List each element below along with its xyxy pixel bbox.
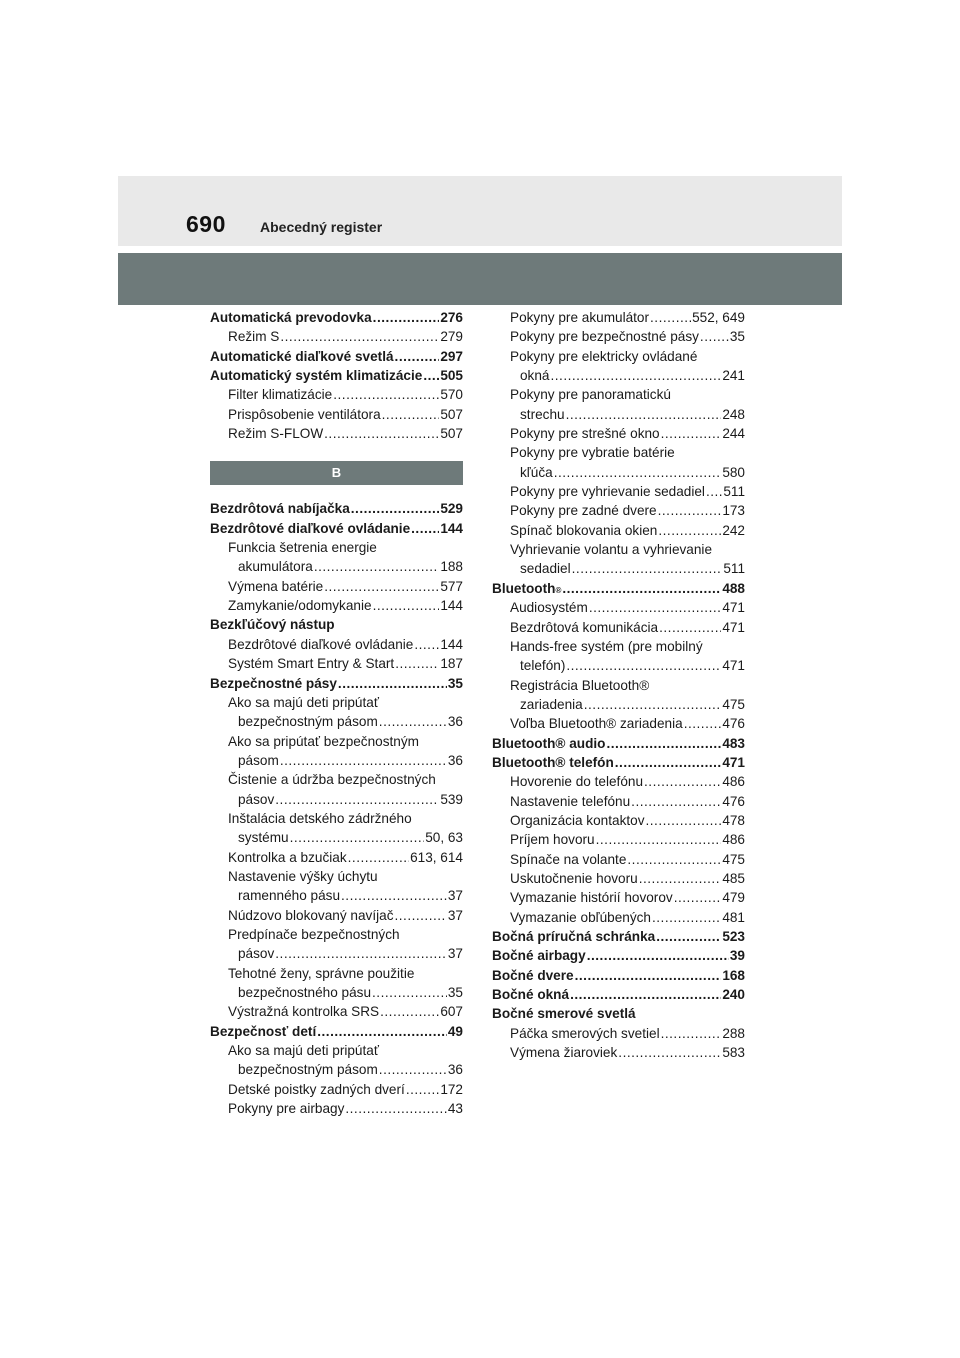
dot-leader bbox=[372, 983, 447, 1002]
entry-text-first-line: Ako sa majú deti pripútať bbox=[228, 694, 379, 710]
dot-leader bbox=[317, 1022, 447, 1041]
entry-page-number: 486 bbox=[722, 774, 745, 790]
index-subentry bbox=[210, 538, 463, 577]
dot-leader bbox=[658, 521, 721, 540]
index-subentry bbox=[492, 618, 745, 637]
dot-leader bbox=[333, 385, 439, 404]
entry-page-number: 188 bbox=[440, 559, 463, 575]
entry-page-number: 43 bbox=[447, 1101, 463, 1117]
entry-text: Systém Smart Entry & Start bbox=[228, 656, 395, 672]
entry-text: Voľba Bluetooth® zariadenia bbox=[510, 716, 683, 732]
entry-text-first-line: Inštalácia detského zádržného bbox=[228, 810, 412, 826]
dot-leader bbox=[380, 1002, 439, 1021]
dot-leader bbox=[341, 886, 447, 905]
dot-leader bbox=[650, 308, 691, 327]
index-entry bbox=[210, 1022, 463, 1041]
entry-page-number: 485 bbox=[722, 870, 745, 886]
entry-page-number: 552, 649 bbox=[692, 310, 745, 325]
index-subentry bbox=[492, 637, 745, 676]
entry-page-number: 583 bbox=[722, 1045, 745, 1061]
dot-leader bbox=[338, 674, 447, 693]
entry-text: Pokyny pre akumulátor bbox=[510, 310, 650, 325]
entry-page-number: 144 bbox=[440, 520, 463, 536]
index-entry bbox=[492, 966, 745, 985]
index-entry bbox=[210, 347, 463, 366]
entry-page-number: 523 bbox=[722, 929, 745, 944]
dot-leader bbox=[382, 405, 440, 424]
dot-leader bbox=[566, 656, 721, 675]
index-subentry bbox=[210, 327, 463, 346]
dot-leader bbox=[348, 848, 409, 867]
dot-leader bbox=[639, 869, 722, 888]
entry-page-number: 276 bbox=[440, 310, 463, 325]
entry-page-number: 36 bbox=[447, 714, 463, 730]
entry-text: Organizácia kontaktov bbox=[510, 812, 645, 828]
entry-page-number: 144 bbox=[440, 636, 463, 652]
dot-leader bbox=[661, 1024, 722, 1043]
index-subentry bbox=[492, 424, 745, 443]
header-accent-bar bbox=[118, 253, 842, 305]
entry-text: Núdzovo blokovaný navíjač bbox=[228, 907, 394, 923]
index-entry bbox=[492, 927, 745, 946]
entry-text: Prispôsobenie ventilátora bbox=[228, 406, 381, 422]
entry-page-number: 486 bbox=[722, 832, 745, 848]
index-subentry bbox=[210, 1080, 463, 1099]
dot-leader bbox=[280, 751, 447, 770]
dot-leader bbox=[618, 1043, 721, 1062]
index-subentry bbox=[492, 482, 745, 501]
dot-leader bbox=[596, 830, 722, 849]
dot-leader bbox=[423, 366, 439, 385]
index-entry bbox=[492, 734, 745, 753]
index-subentry bbox=[210, 732, 463, 771]
entry-text: Pokyny pre airbagy bbox=[228, 1101, 345, 1117]
dot-leader bbox=[644, 772, 721, 791]
entry-text: Bezpečnosť detí bbox=[210, 1023, 317, 1039]
index-subentry bbox=[210, 848, 463, 867]
dot-leader bbox=[700, 327, 729, 346]
dot-leader bbox=[550, 366, 721, 385]
index-subentry bbox=[210, 635, 463, 654]
index-subentry bbox=[210, 770, 463, 809]
index-entry bbox=[492, 753, 745, 772]
dot-leader bbox=[684, 714, 722, 733]
index-subentry bbox=[210, 867, 463, 906]
entry-page-number: 507 bbox=[440, 426, 463, 442]
index-entry bbox=[210, 499, 463, 518]
dot-leader bbox=[646, 811, 722, 830]
index-subentry bbox=[210, 1099, 463, 1118]
entry-text: Bezdrôtová komunikácia bbox=[510, 619, 659, 635]
dot-leader bbox=[674, 888, 722, 907]
entry-text-first-line: Pokyny pre elektricky ovládané bbox=[510, 348, 698, 364]
entry-page-number: 475 bbox=[722, 851, 745, 867]
index-subentry bbox=[210, 809, 463, 848]
index-subentry bbox=[210, 1041, 463, 1080]
entry-text-first-line: Funkcia šetrenia energie bbox=[228, 540, 377, 556]
entry-text: Príjem hovoru bbox=[510, 832, 595, 848]
dot-leader bbox=[414, 635, 439, 654]
index-entry bbox=[210, 366, 463, 385]
entry-text: pásom bbox=[238, 752, 279, 768]
entry-page-number: 35 bbox=[729, 329, 745, 345]
index-subentry bbox=[492, 385, 745, 424]
entry-text: Režim S-FLOW bbox=[228, 426, 324, 442]
entry-text: Výstražná kontrolka SRS bbox=[228, 1004, 380, 1020]
entry-text: Vymazanie obľúbených bbox=[510, 909, 651, 925]
index-subentry bbox=[210, 925, 463, 964]
dot-leader bbox=[572, 559, 723, 578]
entry-page-number: 168 bbox=[722, 967, 745, 983]
entry-text: Bezdrôtové diaľkové ovládanie bbox=[210, 520, 411, 536]
dot-leader bbox=[280, 327, 439, 346]
index-subentry bbox=[492, 772, 745, 791]
index-subentry bbox=[210, 577, 463, 596]
entry-text: Výmena žiaroviek bbox=[510, 1045, 618, 1061]
dot-leader bbox=[615, 753, 722, 772]
entry-text: Bočné okná bbox=[492, 987, 570, 1003]
entry-page-number: 248 bbox=[722, 406, 745, 422]
dot-leader bbox=[661, 424, 722, 443]
index-subentry bbox=[492, 811, 745, 830]
entry-text: Bluetooth® telefón bbox=[492, 754, 614, 770]
entry-text-first-line: Pokyny pre vybratie batérie bbox=[510, 445, 675, 461]
dot-leader bbox=[658, 501, 722, 520]
dot-leader bbox=[587, 946, 729, 965]
entry-page-number: 539 bbox=[440, 791, 463, 807]
page-number: 690 bbox=[186, 211, 226, 237]
entry-text-first-line: Tehotné ženy, správne použitie bbox=[228, 965, 415, 981]
index-subentry bbox=[492, 521, 745, 540]
index-subentry bbox=[492, 676, 745, 715]
entry-text: Automatický systém klimatizácie bbox=[210, 368, 423, 384]
entry-page-number: 172 bbox=[440, 1081, 463, 1097]
entry-text: zariadenia bbox=[520, 696, 583, 712]
entry-text: Bezpečnostné pásy bbox=[210, 675, 337, 691]
index-subentry bbox=[210, 654, 463, 673]
index-subentry bbox=[210, 906, 463, 925]
entry-text: strechu bbox=[520, 406, 565, 422]
entry-page-number: 279 bbox=[440, 329, 463, 345]
index-entry bbox=[210, 519, 463, 538]
dot-leader bbox=[706, 482, 722, 501]
dot-leader bbox=[566, 405, 722, 424]
index-subentry bbox=[492, 327, 745, 346]
entry-page-number: 507 bbox=[440, 406, 463, 422]
entry-text: Bezdrôtové diaľkové ovládanie bbox=[228, 636, 414, 652]
entry-text: Spínač blokovania okien bbox=[510, 522, 658, 538]
entry-page-number: 240 bbox=[722, 987, 745, 1003]
dot-leader bbox=[379, 1060, 447, 1079]
index-subentry bbox=[210, 385, 463, 404]
entry-text: Audiosystém bbox=[510, 600, 588, 616]
entry-text: Bočné dvere bbox=[492, 967, 574, 983]
entry-page-number: 481 bbox=[722, 909, 745, 925]
index-subentry bbox=[492, 850, 745, 869]
entry-text: systému bbox=[238, 830, 289, 846]
entry-text: Pokyny pre strešné okno bbox=[510, 426, 660, 442]
entry-text: Detské poistky zadných dverí bbox=[228, 1081, 405, 1097]
entry-page-number: 580 bbox=[722, 464, 745, 480]
dot-leader bbox=[584, 695, 722, 714]
entry-text: bezpečnostným pásom bbox=[238, 1062, 378, 1078]
entry-page-number: 35 bbox=[447, 985, 463, 1000]
entry-text-first-line: Registrácia Bluetooth® bbox=[510, 677, 650, 693]
entry-page-number: 471 bbox=[722, 600, 745, 616]
entry-page-number: 50, 63 bbox=[425, 830, 463, 846]
index-subentry bbox=[492, 888, 745, 907]
entry-page-number: 144 bbox=[440, 598, 463, 614]
entry-page-number: 37 bbox=[447, 907, 463, 923]
entry-text: Spínače na volante bbox=[510, 851, 627, 867]
entry-page-number: 37 bbox=[447, 888, 463, 904]
header-top-band bbox=[118, 176, 842, 246]
entry-text: bezpečnostným pásom bbox=[238, 714, 378, 730]
entry-text: Pokyny pre bezpečnostné pásy bbox=[510, 329, 699, 345]
entry-text: Nastavenie telefónu bbox=[510, 793, 631, 809]
entry-text: Filter klimatizácie bbox=[228, 387, 333, 403]
entry-page-number: 476 bbox=[722, 716, 745, 732]
dot-leader bbox=[606, 734, 721, 753]
index-subentry bbox=[492, 308, 745, 327]
entry-text-first-line: Predpínače bezpečnostných bbox=[228, 926, 400, 942]
entry-text: kľúča bbox=[520, 464, 553, 480]
dot-leader bbox=[395, 347, 440, 366]
entry-text: akumulátora bbox=[238, 559, 313, 575]
entry-text: Páčka smerových svetiel bbox=[510, 1025, 660, 1041]
entry-text: ramenného pásu bbox=[238, 888, 341, 904]
entry-page-number: 476 bbox=[722, 793, 745, 809]
entry-text: Pokyny pre vyhrievanie sedadiel bbox=[510, 484, 705, 500]
entry-text-first-line: Hands-free systém (pre mobilný bbox=[510, 638, 703, 654]
entry-text-first-line: Nastavenie výšky úchytu bbox=[228, 868, 378, 884]
dot-leader bbox=[406, 1080, 440, 1099]
entry-page-number: 478 bbox=[722, 812, 745, 828]
entry-page-number: 36 bbox=[447, 752, 463, 768]
entry-page-number: 488 bbox=[722, 580, 745, 596]
entry-text: pásov bbox=[238, 946, 275, 962]
index-letter-heading: B bbox=[210, 461, 463, 485]
entry-text: Automatická prevodovka bbox=[210, 310, 372, 325]
dot-leader bbox=[290, 828, 425, 847]
dot-leader bbox=[324, 424, 439, 443]
dot-leader bbox=[575, 966, 722, 985]
index-entry bbox=[210, 615, 463, 634]
index-entry bbox=[492, 946, 745, 965]
index-subentry bbox=[492, 908, 745, 927]
dot-leader bbox=[324, 577, 439, 596]
entry-page-number: 570 bbox=[440, 387, 463, 403]
entry-text: Bočná príručná schránka bbox=[492, 929, 656, 944]
entry-text: Výmena batérie bbox=[228, 578, 324, 594]
entry-text: Automatické diaľkové svetlá bbox=[210, 348, 394, 364]
dot-leader bbox=[373, 308, 440, 327]
index-subentry bbox=[210, 964, 463, 1003]
dot-leader bbox=[314, 557, 440, 576]
index-entry: Bluetooth ® ..... 488 bbox=[492, 579, 745, 598]
entry-page-number: 187 bbox=[440, 656, 463, 672]
dot-leader bbox=[554, 463, 722, 482]
index-subentry bbox=[492, 1043, 745, 1062]
entry-text: Bezdrôtová nabíjačka bbox=[210, 501, 350, 517]
entry-text: telefón) bbox=[520, 658, 566, 674]
entry-page-number: 471 bbox=[722, 754, 745, 770]
entry-text: sedadiel bbox=[520, 561, 571, 577]
dot-leader bbox=[570, 985, 721, 1004]
dot-leader bbox=[351, 499, 440, 518]
entry-page-number: 511 bbox=[723, 484, 745, 500]
dot-leader bbox=[275, 944, 447, 963]
index-subentry bbox=[210, 424, 463, 443]
dot-leader bbox=[345, 1099, 447, 1118]
entry-text: Bočné smerové svetlá bbox=[492, 1006, 636, 1022]
dot-leader bbox=[656, 927, 721, 946]
dot-leader bbox=[373, 596, 440, 615]
index-entry bbox=[492, 1004, 745, 1023]
entry-page-number: 39 bbox=[729, 948, 745, 964]
index-subentry bbox=[492, 347, 745, 386]
dot-leader bbox=[411, 519, 439, 538]
index-subentry bbox=[210, 693, 463, 732]
index-subentry bbox=[492, 869, 745, 888]
entry-text: Bočné airbagy bbox=[492, 948, 586, 964]
entry-text: Režim S bbox=[228, 329, 280, 345]
index-subentry bbox=[210, 405, 463, 424]
entry-page-number: 49 bbox=[447, 1023, 463, 1039]
index-subentry bbox=[492, 792, 745, 811]
entry-text: Kontrolka a bzučiak bbox=[228, 849, 347, 865]
index-subentry bbox=[492, 501, 745, 520]
index-subentry bbox=[492, 830, 745, 849]
entry-page-number: 37 bbox=[447, 946, 463, 962]
entry-page-number: 241 bbox=[722, 368, 745, 384]
entry-text: Vymazanie histórií hovorov bbox=[510, 890, 673, 906]
entry-page-number: 613, 614 bbox=[410, 849, 463, 865]
entry-page-number: 36 bbox=[447, 1062, 463, 1078]
index-subentry bbox=[210, 596, 463, 615]
index-column-right bbox=[492, 308, 745, 1062]
entry-page-number: 471 bbox=[722, 619, 745, 635]
entry-text-first-line: Vyhrievanie volantu a vyhrievanie bbox=[510, 542, 713, 558]
entry-page-number: 577 bbox=[440, 578, 463, 594]
dot-leader bbox=[275, 790, 439, 809]
entry-text: bezpečnostného pásu bbox=[238, 985, 372, 1000]
index-subentry bbox=[492, 540, 745, 579]
dot-leader bbox=[659, 618, 721, 637]
index-subentry bbox=[492, 443, 745, 482]
dot-leader bbox=[379, 712, 447, 731]
entry-text-first-line: Ako sa pripútať bezpečnostným bbox=[228, 733, 419, 749]
entry-text: Pokyny pre zadné dvere bbox=[510, 503, 657, 519]
entry-text-first-line: Čistenie a údržba bezpečnostných bbox=[228, 772, 436, 788]
entry-page-number: 511 bbox=[723, 561, 745, 577]
index-subentry bbox=[492, 1024, 745, 1043]
section-title: Abecedný register bbox=[260, 219, 383, 235]
entry-text: Bluetooth® audio bbox=[492, 735, 606, 751]
entry-page-number: 173 bbox=[722, 503, 745, 519]
entry-page-number: 288 bbox=[722, 1025, 745, 1041]
dot-leader bbox=[627, 850, 721, 869]
index-subentry bbox=[492, 598, 745, 617]
entry-text-first-line: Ako sa majú deti pripútať bbox=[228, 1043, 379, 1059]
index-column-left bbox=[210, 308, 463, 1118]
entry-text: Zamykanie/odomykanie bbox=[228, 598, 372, 614]
entry-text: pásov bbox=[238, 791, 275, 807]
dot-leader bbox=[652, 908, 721, 927]
entry-text: okná bbox=[520, 368, 550, 384]
index-entry bbox=[492, 985, 745, 1004]
index-subentry bbox=[210, 1002, 463, 1021]
entry-page-number: 529 bbox=[440, 501, 463, 517]
dot-leader bbox=[589, 598, 721, 617]
dot-leader bbox=[395, 906, 447, 925]
entry-page-number: 242 bbox=[722, 522, 745, 538]
entry-text-first-line: Pokyny pre panoramatickú bbox=[510, 387, 671, 403]
entry-text: Hovorenie do telefónu bbox=[510, 774, 644, 790]
entry-page-number: 479 bbox=[722, 890, 745, 906]
entry-page-number: 475 bbox=[722, 696, 745, 712]
entry-text: Bezkľúčový nástup bbox=[210, 617, 335, 633]
dot-leader bbox=[395, 654, 439, 673]
dot-leader bbox=[631, 792, 721, 811]
index-entry bbox=[210, 674, 463, 693]
entry-page-number: 483 bbox=[722, 735, 745, 751]
entry-text: Bluetooth bbox=[492, 580, 556, 596]
index-subentry bbox=[492, 714, 745, 733]
entry-page-number: 471 bbox=[722, 658, 745, 674]
entry-text: Uskutočnenie hovoru bbox=[510, 870, 638, 886]
index-entry bbox=[210, 308, 463, 327]
entry-page-number: 505 bbox=[440, 368, 463, 384]
entry-page-number: 244 bbox=[722, 426, 745, 442]
entry-page-number: 297 bbox=[440, 348, 463, 364]
entry-page-number: 35 bbox=[447, 675, 463, 691]
dot-leader bbox=[562, 579, 721, 598]
entry-page-number: 607 bbox=[440, 1004, 463, 1020]
